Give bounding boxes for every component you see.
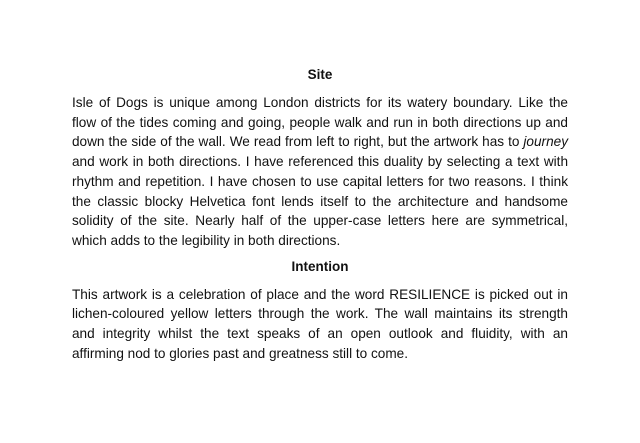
document-page bbox=[72, 66, 568, 363]
site-paragraph-emphasis: journey bbox=[523, 134, 568, 150]
site-paragraph-text-1: Isle of Dogs is unique among London districts for its watery boundary. Like the flow of the tides coming and going, people walk and run in both directions up and down the side of the wall. We read from left to right, but the artwork has to bbox=[72, 95, 568, 150]
site-paragraph bbox=[72, 93, 568, 251]
site-paragraph-text-2: and work in both directions. I have referenced this duality by selecting a text with rhythm and repetition. I have chosen to use capital letters for two reasons. I think the classic blocky Helvetica font lends itself to the architecture and handsome solidity of the site. Nearly half of the upper-case letters here are symmetrical, which adds to the legibility in both directions. bbox=[72, 154, 568, 248]
intention-paragraph: This artwork is a celebration of place and the word RESILIENCE is picked out in lichen-coloured yellow letters through the work. The wall maintains its strength and integrity whilst the text speaks of an open outlook and fluidity, with an affirming nod to glories past and greatness still to come. bbox=[72, 286, 568, 361]
site-heading: Site bbox=[307, 67, 333, 82]
intention-heading: Intention bbox=[291, 258, 349, 274]
